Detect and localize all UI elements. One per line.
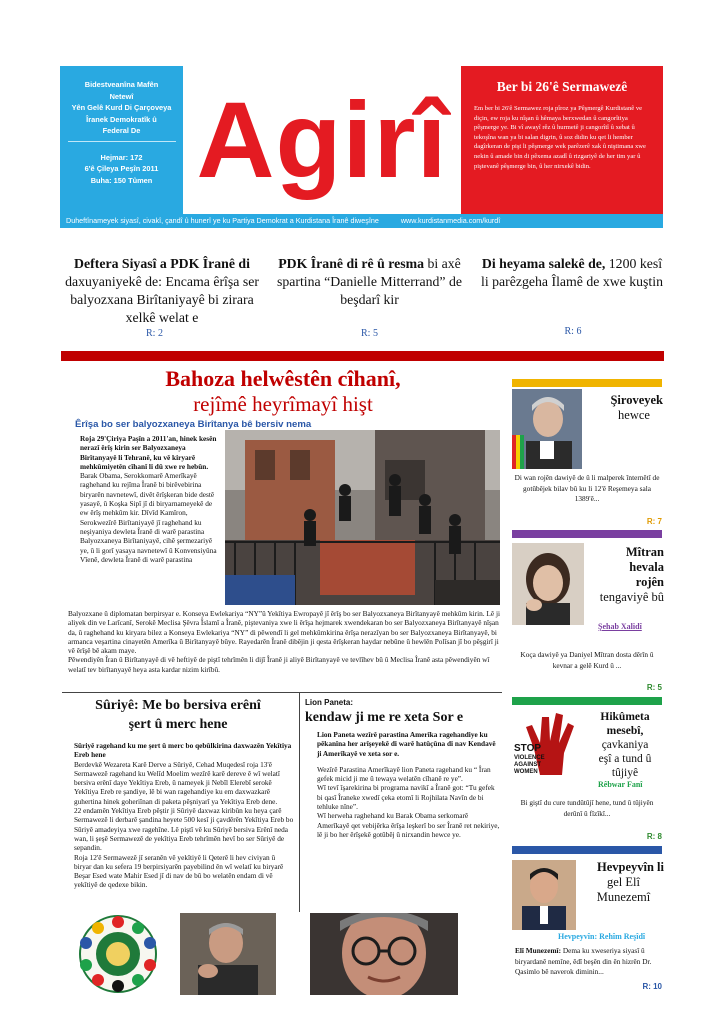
lion-paragraph: Wezîrê Parastina Amerîkayê lion Paneta ragehand ku “ Îran gefek micid ji me û tewaya welatên cîhanê re ye”. xyxy=(317,764,491,784)
lion-paragraph: Wî tevî îşarekirina bi programa navikî a Îranê got: “Tu gefek bi qasî Îraneke xwedî çeka etomî li Rojhilata Navîn de bi tehluke nîne”. xyxy=(317,783,495,812)
main-story-paragraph: Balyozxane û diplomatan berpirsyar e. Konseya Ewlekariya “NY”û Yekîtiya Ewropayê jî êrîş bo ser Balyozxaneya Birîtanyayê mehkûm kirin. Lê ji aliyek din ve Larîcanî, Serokê Meclisa Şêvra Îslamî a Îranê, piştevaniya xwe li êrîşa hejmarek xwendekaran bo ser Balyozxaneya Birîtanyayê nîşan da, û raghehand ku kiryara bilez a Konseya Ewlekariya “NY” di pêwendî li gel mehkûmkirina êrîşa nerazîyan bo ser Balyozxaneya Birîtanyayê, bi armanca veşartina cinayetên Amerîka û Birîtanyayê bûye. Rayedarên Îranê dibêjin ji qesta êrîşkeran haydar nebûne û hewlên Polîsan jî bo pêşgirî ji vê êrîşê bê akam maye. xyxy=(68,609,501,656)
sidebar-item-1-text: Di wan rojên dawiyê de û li malperek înternêtî de gotûbêjek bilav bû ku li 12'ê Reşemeya sala 1389'ê... xyxy=(514,473,660,503)
lion-headline: kendaw ji me re xeta Sor e xyxy=(305,710,464,725)
sidebar-title: Şiroveyek xyxy=(610,393,663,407)
teaser-2-page-ref[interactable]: R: 5 xyxy=(361,328,378,339)
sidebar-title-2: hewce xyxy=(618,408,650,422)
interview-text: Dema ku xweseriya siyasî û biryardanê nemîne, êdî beşên din ên hizrên Dr. Qasimlo bê naverok diminin... xyxy=(515,946,652,976)
main-story-paragraph: Pêwendiyên Îran û Birîtanyayê di vê heftiyê de piştî tehrîmên li dijî Îranê ji aliyê Birîtanyayê ve tevlîhev bû û Meclisa Îranê asta pêwendiyên wî welatî tev birîtanyayê heya asta kardar nizim kirîbû. xyxy=(68,655,490,674)
sidebar-title-4: eşî a tund û xyxy=(598,753,652,765)
syria-lead: Sûriyê ragehand ku me şert û merc bo qebûlkirina daxwazên Yekîtiya Ereb hene xyxy=(74,741,292,760)
sidebar-item-1-page-ref[interactable]: R: 7 xyxy=(646,517,662,526)
sidebar-title-2: gel Elî xyxy=(607,875,640,889)
syria-paragraph: Roja 12'ê Sermawezê jî seranên vê yekîtiyê li Qeterê li hev civiyan û biryar dan ku sefera 19 berpirsiyarên payebilind ên wî welatî ku biryarê Beşar Esed wate Mahir Esed jî di nav de bû bo welatên endam di vê yekîtiyê de qedexe bikin. xyxy=(74,852,284,890)
teaser-headline-rest: 1200 kesî li parêzgeha Îlamê de xwe kuştin xyxy=(481,256,663,289)
minister-photo xyxy=(180,913,276,995)
org-line: Bidestveanîna Mafên xyxy=(84,80,159,89)
main-story-column xyxy=(68,434,220,564)
teaser-3[interactable] xyxy=(477,255,667,291)
sidebar-item-2-text: Koça dawiyê ya Daniyel Mîtran dosta dêrîn û kevnar a gelê Kurd û ... xyxy=(520,650,654,670)
sidebar-color-bar xyxy=(512,846,662,854)
issue-number: Hejmar: 172 xyxy=(100,152,143,162)
sidebar-item-2-page-ref[interactable]: R: 5 xyxy=(646,683,662,692)
main-story-lead: Roja 29'Çiriya Paşîn a 2011'an, hinek kesên nerazî êrîş kirin ser Balyozxaneya Birîtanyayê li Tehranê, ku vê kiryarê mehkûmiyetên cîhanî li dû xwe re hebûn. xyxy=(80,434,217,471)
teaser-2[interactable] xyxy=(272,255,467,309)
lion-story xyxy=(305,730,500,839)
org-line: Îranek Demokratîk û xyxy=(86,114,157,124)
sidebar-title: Hevpeyvîn li xyxy=(596,860,664,874)
syria-headline-line1: Sûriyê: Me bo bersiva erênî xyxy=(95,698,261,713)
syria-headline xyxy=(62,696,294,734)
stop-violence-graphic xyxy=(512,709,584,777)
sidebar-title-2: mesebî, xyxy=(606,725,644,737)
issue-date: 6'ê Çileya Peşîn 2011 xyxy=(84,164,159,173)
lion-kicker: Lion Paneta: xyxy=(305,698,354,707)
stop-line: VIOLENCE xyxy=(514,755,545,761)
teaser-3-page-ref[interactable]: R: 6 xyxy=(564,326,582,337)
lion-paragraph: Wî herweha raghehand ku Barak Obama serkomarê Amerîkayê qet vebijêrka êrîşa leşkerî bo ser Îranê ret nekiriye, lê ji bo her êrîşekê gotûbêj û nirxandin hewce ye. xyxy=(317,811,500,839)
editorial-title: Ber bi 26'ê Sermawezê xyxy=(496,79,628,94)
strip-description: Duheftînameyek siyasî, civakî, çandî û hunerî ye ku Partiya Demokrat a Kurdistana Îranê diweşîne xyxy=(66,216,379,225)
editorial-box xyxy=(461,66,663,214)
sidebar-title-3: Munezemî xyxy=(596,890,651,904)
portrait-photo xyxy=(512,389,582,469)
divider xyxy=(299,692,300,912)
stop-line: AGAINST xyxy=(514,762,541,768)
editorial-text: Em ber bi 26'ê Sermawez roja pîroz ya Pêşmergê Kurdistanê ve diçin, ew roja ku nîşan û hêmaya berxwedan û cangorîtiya pêşmerge ye. Bi vî awayî rêz û hurmetê ji cangorîtî û xebat û tekoşîna wan ya bi salan digrin, û soz didin ku qet li hember dagîrkeran de pişt li pêşmerge wek parêzerê xak û niştimana xwe nekin û amade bin di pêxema azadî û rizgariyê de her tim yar û piştevanê pêşmerge bin, û her nirxekê bidin. xyxy=(474,105,646,170)
embassy-protest-photo xyxy=(225,430,500,605)
arab-league-emblem xyxy=(62,913,174,995)
sidebar-color-bar xyxy=(512,379,662,387)
org-line: Netewî xyxy=(109,91,134,101)
sidebar-item-3-title[interactable] xyxy=(590,710,660,780)
teaser-headline-bold: PDK Îranê di rê û resma xyxy=(278,256,424,271)
stop-line: WOMEN xyxy=(514,769,538,775)
lion-lead: Lion Paneta wezîrê parastina Amerîka ragehandiye ku pêkanîna her arîşeyekê di warê hatûçûna di nav Kendavê ji Amerîkayê ve xeta sor e. xyxy=(317,730,496,758)
main-story-text: Barak Obama, Serokkomarê Amerîkayê raghehand ku rejîma Îranê bi birêvebirina biryarên navnetewî, divêt êrîşkeran bide destê yasayê, û Koşka Sipî jî di biryarnameyekê de ew êrîş mehkûm kir. Dîvîd Kamîron, Serokwezîrê Birîtaniyayê jî raghehand ku neşiyaniya dewleta Îranê di warê parastina Balyozxaneya Birîtaniyayê, cihê şermezariyê ye, û li gorî yasaya navnetewî û Konvensiyûna Vîenê, dewleta Îranê di warê parastina xyxy=(80,471,217,564)
divider xyxy=(68,141,176,142)
masthead-info-panel xyxy=(60,66,183,214)
stop-line: STOP xyxy=(514,743,542,754)
sidebar-item-3-text: Bi giştî du cure tundûtûjî hene, tund û tûjiyên derûnî û fîzîkî... xyxy=(520,798,654,818)
sidebar-item-1-title[interactable] xyxy=(585,393,663,423)
portrait-photo xyxy=(512,543,584,625)
masthead-logo-area xyxy=(183,66,461,214)
sidebar-title-5: tûjiyê xyxy=(611,767,639,779)
sidebar-color-bar xyxy=(512,697,662,705)
sidebar-item-2-author[interactable]: Şehab Xalidî xyxy=(598,622,642,631)
sidebar-color-bar xyxy=(512,530,662,538)
main-headline: Bahoza helwêstên cîhanî, xyxy=(165,366,401,391)
main-story-text-wide xyxy=(68,609,500,674)
syria-story xyxy=(62,741,294,890)
teaser-headline-rest: daxuyaniyekê de: Encama êrîşa ser balyozxana Birîtaniyayê bi zirara xelkê welat e xyxy=(65,274,259,325)
teaser-1[interactable] xyxy=(62,255,262,327)
sidebar-title: Hikûmeta xyxy=(600,711,650,723)
sidebar-item-3-page-ref[interactable]: R: 8 xyxy=(646,832,662,841)
section-rule xyxy=(61,351,664,361)
sidebar-title-3: tengaviyê bû xyxy=(599,590,664,604)
sidebar-title: Mîtran hevala xyxy=(625,545,664,574)
panetta-photo xyxy=(310,913,458,995)
issue-price: Buha: 150 Tûmen xyxy=(90,175,153,185)
syria-paragraph: Berdevkê Wezareta Karê Derve a Sûriyê, Cehad Muqedesî roja 13'ê Sermawezê ragehand ku Welîd Moelim wezîrê karê dereve ê wî welatî bersiva erênî daye Yekîtiya Ereb, û nameyek ji Nebîl Elerebî serokê Yekîtiya Ereb re şandiye, lê bi wan ragehandiye ku em daxwazkarê guhertina hinek goheriînan di paketa pêşniyarî ya Yekîtiya Ereb dene. xyxy=(74,759,280,806)
website-link[interactable]: www.kurdistanmedia.com/kurdî xyxy=(400,216,501,225)
sidebar-title-2: rojên xyxy=(635,575,664,589)
sidebar-item-4-author[interactable]: Hevpeyvîn: Rehîm Reşîdî xyxy=(558,932,646,941)
sidebar-item-4-page-ref[interactable]: R: 10 xyxy=(642,982,662,991)
org-line: Yên Gelê Kurd Di Çarçoveya xyxy=(71,103,172,112)
masthead-strip xyxy=(60,214,663,228)
org-line: Federal De xyxy=(102,126,141,135)
portrait-photo xyxy=(512,860,576,930)
sidebar-item-4-title[interactable] xyxy=(583,860,664,905)
sidebar-title-3: çavkaniya xyxy=(601,739,649,751)
divider xyxy=(62,692,502,693)
sidebar-item-3-author[interactable]: Rêbwar Fanî xyxy=(598,780,643,789)
teaser-headline-bold: Deftera Siyasî a PDK Îranê di xyxy=(74,256,250,271)
main-headline-line2: rejîmê heyrîmayî hişt xyxy=(193,392,373,416)
sidebar-item-4-text xyxy=(515,946,663,978)
teaser-headline-rest: bi axê spartina “Danielle Mitterrand” de beşdarî kir xyxy=(276,256,463,307)
main-subheadline: Êrîşa bo ser balyozxaneya Birîtanya bê bersiv nema xyxy=(75,419,312,430)
sidebar-item-2-title[interactable] xyxy=(588,545,664,605)
teaser-1-page-ref[interactable]: R: 2 xyxy=(146,328,163,339)
teaser-headline-bold: Di heyama salekê de, xyxy=(481,256,606,271)
syria-paragraph: 22 endamên Yekîtiya Ereb pêştir ji Sûriyê daxwaz kiribûn ku heya çarê Sermawezê li derbarê şandina heyete 500 kesî ji çavdêrên Yekîtiya Ereb bo Sûriyê amadeyiya xwe ragehîne. Lê piştî vê ku Sûriyê bersiva Erênî neda wan, li şeşê Sermawezê de yekîtiya Ereb tehrîmên hevî bo ser Sûriyê de sepandin. xyxy=(74,806,294,853)
interview-name: Elî Munezemî: xyxy=(515,946,562,955)
syria-headline-line2: şert û merc hene xyxy=(128,717,228,732)
newspaper-logo: Agirî xyxy=(196,79,448,200)
